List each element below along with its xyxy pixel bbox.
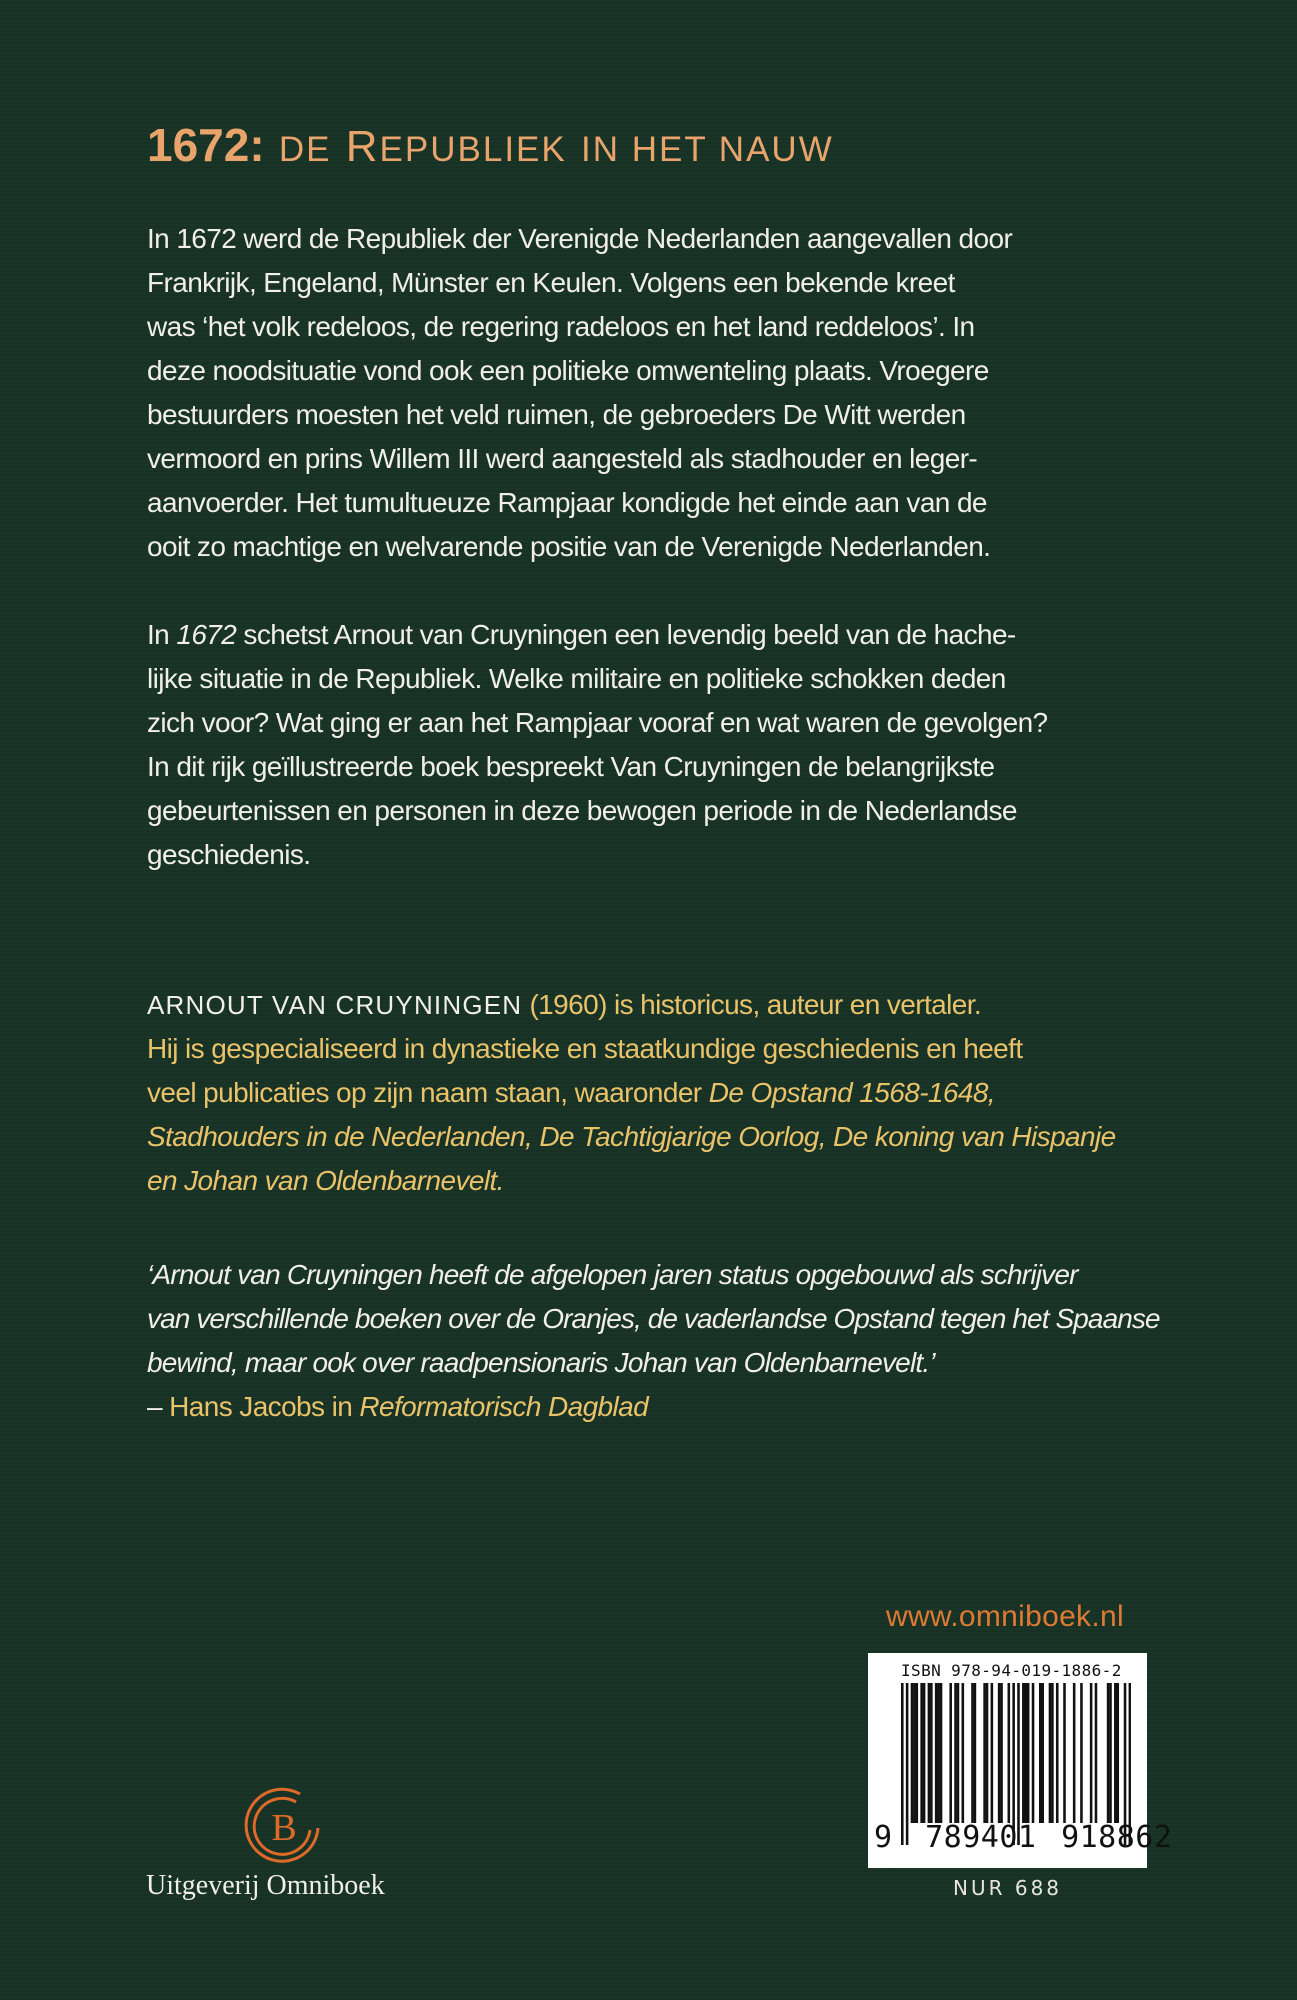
title-republiek-rest: EPUBLIEK	[379, 130, 567, 169]
author-bio-line	[147, 988, 981, 1022]
author-bio-line	[147, 1076, 995, 1110]
barcode-bar	[1090, 1683, 1093, 1823]
barcode-bar	[1027, 1683, 1030, 1823]
barcode-bar	[913, 1683, 916, 1823]
barcode-bar	[1008, 1683, 1011, 1823]
barcode-bar	[923, 1683, 926, 1823]
nur-code: NUR 688	[953, 1876, 1063, 1900]
barcode-bar	[1073, 1683, 1076, 1823]
title-de: DE	[278, 130, 332, 169]
paragraph-line: bestuurders moesten het veld ruimen, de gebroeders De Witt werden	[147, 399, 966, 430]
barcode-bar	[1051, 1683, 1054, 1823]
barcode-bar	[957, 1683, 960, 1823]
author-name: ARNOUT VAN CRUYNINGEN	[147, 990, 523, 1020]
barcode-bar	[962, 1683, 965, 1823]
book-title-italic: 1672	[176, 619, 237, 650]
quote-source-publication: Reformatorisch Dagblad	[359, 1391, 649, 1422]
publisher-logo-icon	[238, 1782, 328, 1872]
paragraph-line: zich voor? Wat ging er aan het Rampjaar vooraf en wat waren de gevolgen?	[147, 707, 1048, 738]
barcode-bar	[920, 1683, 923, 1823]
text-run: veel publicaties op zijn naam staan, waaronder	[147, 1077, 709, 1108]
quote-dash: –	[147, 1391, 170, 1422]
quote-line: ‘Arnout van Cruyningen heeft de afgelopen jaren status opgebouwd als schrijver	[147, 1259, 1078, 1290]
quote-line: van verschillende boeken over de Oranjes, de vaderlandse Opstand tegen het Spaanse	[147, 1303, 1160, 1334]
barcode-bar	[1049, 1683, 1052, 1823]
paragraph-line: In 1672 werd de Republiek der Verenigde Nederlanden aangevallen door	[147, 223, 1013, 254]
text-run: schetst Arnout van Cruyningen een levendig beeld van de hache-	[236, 619, 1016, 650]
barcode-bar	[1063, 1683, 1066, 1823]
ean-right-group: 918862	[1061, 1820, 1173, 1855]
isbn-label: ISBN 978-94-019-1886-2	[901, 1661, 1122, 1680]
logo-letter: B	[271, 1807, 297, 1849]
paragraph-line: deze noodsituatie vond ook een politieke omwenteling plaats. Vroegere	[147, 355, 989, 386]
book-title	[147, 118, 834, 172]
paragraph-line	[147, 618, 1016, 652]
barcode-bar	[928, 1683, 931, 1823]
barcode-bar	[971, 1683, 974, 1823]
ean-left-group: 789401	[925, 1820, 1037, 1855]
barcode-bar	[1041, 1683, 1044, 1823]
quote-line: bewind, maar ook over raadpensionaris Johan van Oldenbarnevelt.’	[147, 1347, 935, 1378]
barcode-bar	[1039, 1683, 1042, 1823]
barcode-bar	[1109, 1683, 1112, 1823]
author-bio-line: Hij is gespecialiseerd in dynastieke en staatkundige geschiedenis en heeft	[147, 1033, 1023, 1064]
paragraph-line: geschiedenis.	[147, 839, 311, 870]
paragraph-line: gebeurtenissen en personen in deze bewogen periode in de Nederlandse	[147, 795, 1017, 826]
book-reference: De Opstand 1568-1648,	[708, 1077, 995, 1108]
publisher-website-link[interactable]: www.omniboek.nl	[886, 1600, 1124, 1633]
barcode-bar	[916, 1683, 919, 1823]
barcode-bar	[998, 1683, 1001, 1823]
barcode-bar	[1114, 1683, 1117, 1823]
barcode-bar	[983, 1683, 986, 1823]
barcode-bar	[986, 1683, 989, 1823]
paragraph-line: was ‘het volk redeloos, de regering radeloos en het land reddeloos’. In	[147, 311, 975, 342]
paragraph-line: aanvoerder. Het tumultueuze Rampjaar kondigde het einde aan van de	[147, 487, 987, 518]
barcode-bar	[911, 1683, 914, 1823]
title-year: 1672	[147, 119, 250, 171]
barcode-bar	[1107, 1683, 1110, 1823]
ean-number	[874, 1820, 1172, 1855]
barcode-bar	[940, 1683, 943, 1823]
barcode-bar	[949, 1683, 952, 1823]
barcode-bar	[1024, 1683, 1027, 1823]
barcode-bar	[1000, 1683, 1003, 1823]
author-bio-line: en Johan van Oldenbarnevelt.	[147, 1165, 504, 1196]
barcode-bar	[1032, 1683, 1035, 1823]
barcode-bar	[954, 1683, 957, 1823]
text-run: In	[147, 619, 177, 650]
author-bio-line: Stadhouders in de Nederlanden, De Tachtigjarige Oorlog, De koning van Hispanje	[147, 1121, 1116, 1152]
paragraph-line: Frankrijk, Engeland, Münster en Keulen. Volgens een bekende kreet	[147, 267, 955, 298]
paragraph-line: vermoord en prins Willem III werd aangesteld als stadhouder en leger-	[147, 443, 978, 474]
paragraph-line: ooit zo machtige en welvarende positie van de Verenigde Nederlanden.	[147, 531, 991, 562]
title-rest: IN HET NAUW	[580, 130, 834, 169]
publisher-name: Uitgeverij Omniboek	[146, 1870, 385, 1901]
barcode-bar	[935, 1683, 938, 1823]
title-colon: :	[249, 119, 265, 171]
barcode-bar	[1080, 1683, 1083, 1823]
barcode	[868, 1653, 1173, 1868]
quote-source-person: Hans Jacobs in	[169, 1391, 360, 1422]
barcode-bar	[930, 1683, 933, 1823]
barcode-bar	[974, 1683, 977, 1823]
title-republiek-initial: R	[345, 122, 380, 171]
barcode-bar	[1116, 1683, 1119, 1823]
barcode-bar	[991, 1683, 994, 1823]
barcode-bar	[1056, 1683, 1059, 1823]
barcode-bar	[1095, 1683, 1098, 1823]
text-run: (1960) is historicus, auteur en vertaler.	[522, 989, 982, 1020]
ean-first-digit: 9	[874, 1820, 893, 1855]
barcode-bar	[1022, 1683, 1025, 1823]
quote-source	[147, 1390, 648, 1424]
barcode-bar	[937, 1683, 940, 1823]
paragraph-line: lijke situatie in de Republiek. Welke militaire en politieke schokken deden	[147, 663, 1006, 694]
paragraph-line: In dit rijk geïllustreerde boek bespreekt Van Cruyningen de belangrijkste	[147, 751, 995, 782]
